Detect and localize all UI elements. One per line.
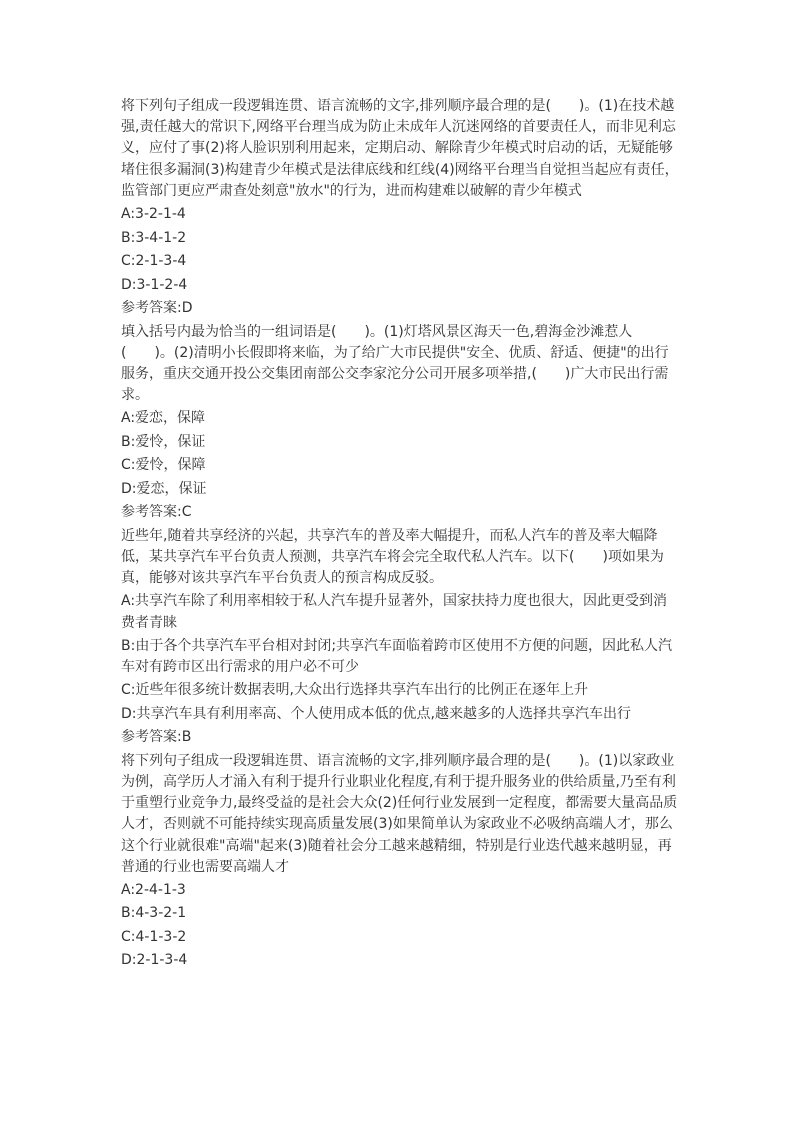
- question-stem: 近些年,随着共享经济的兴起，共享汽车的普及率大幅提升，而私人汽车的普及率大幅降低，某共享汽车平台负责人预测，共享汽车将会完全取代私人汽车。以下( )项如果为真，能够对该共享汽车平台负责人的预言构成反驳。: [121, 527, 664, 587]
- question-stem: 将下列句子组成一段逻辑连贯、语言流畅的文字,排列顺序最合理的是( )。(1)以家政业为例，高学历人才涌入有利于提升行业职业化程度,有利于提升服务业的供给质量,乃至有利于重塑行业竞争力,最终受益的是社会大众(2)任何行业发展到一定程度，都需要大量高品质人才，否则就不可能持续实现高质量发展(3)如果简单认为家政业不必吸纳高端人才，那么这个行业就很难"高端"起来(3)随着社会分工越来越精细，特别是行业迭代越来越明显，再普通的行业也需要高端人才: [121, 752, 678, 875]
- option-b: B:由于各个共享汽车平台相对封闭;共享汽车面临着跨市区使用不方便的问题，因此私人汽车对有跨市区出行需求的用户必不可少: [121, 637, 673, 676]
- option-a: A:共享汽车除了利用率相较于私人汽车提升显著外，国家扶持力度也很大，因此更受到消费者青睐: [121, 593, 668, 631]
- option-c: C:2-1-3-4: [121, 253, 187, 270]
- option-b: B:4-3-2-1: [121, 905, 187, 922]
- option-b: B:3-4-1-2: [121, 229, 187, 246]
- question-1: [121, 96, 681, 320]
- question-stem: 将下列句子组成一段逻辑连贯、语言流畅的文字,排列顺序最合理的是( )。(1)在技术越强,责任越大的常识下,网络平台理当成为防止未成年人沉迷网络的首要责任人，而非见利忘义，应付了事(2)将人脸识别利用起来，定期启动、解除青少年模式时启动的话，无疑能够堵住很多漏洞(3)构建青少年模式是法律底线和红线(4)网络平台理当自觉担当起应有责任，监管部门更应严肃查处刻意"放水"的行为，进而构建难以破解的青少年模式: [121, 98, 679, 199]
- question-4: [121, 751, 681, 972]
- option-c: C:4-1-3-2: [121, 928, 187, 945]
- option-a: A:3-2-1-4: [121, 206, 186, 223]
- option-a: A:爱恋，保障: [121, 410, 206, 427]
- option-d: D:爱恋，保证: [121, 480, 207, 497]
- option-d: D:2-1-3-4: [121, 952, 188, 969]
- question-stem: 填入括号内最为恰当的一组词语是( )。(1)灯塔风景区海天一色,碧海金沙滩惹人( )。(2)清明小长假即将来临，为了给广大市民提供"安全、优质、舒适、便捷"的出行服务，重庆交通开投公交集团南部公交李家沱分公司开展多项举措,( )广大市民出行需求。: [121, 323, 669, 404]
- option-d: D:3-1-2-4: [121, 276, 188, 293]
- reference-answer: 参考答案:D: [121, 300, 193, 317]
- option-a: A:2-4-1-3: [121, 881, 186, 898]
- document-body: [121, 96, 681, 974]
- reference-answer: 参考答案:B: [121, 729, 192, 746]
- option-c: C:近些年很多统计数据表明,大众出行选择共享汽车出行的比例正在逐年上升: [121, 682, 588, 699]
- question-2: [121, 322, 681, 524]
- option-b: B:爱怜，保证: [121, 433, 206, 450]
- reference-answer: 参考答案:C: [121, 504, 192, 521]
- option-c: C:爱怜，保障: [121, 457, 206, 474]
- question-3: [121, 526, 681, 749]
- option-d: D:共享汽车具有利用率高、个人使用成本低的优点,越来越多的人选择共享汽车出行: [121, 705, 631, 722]
